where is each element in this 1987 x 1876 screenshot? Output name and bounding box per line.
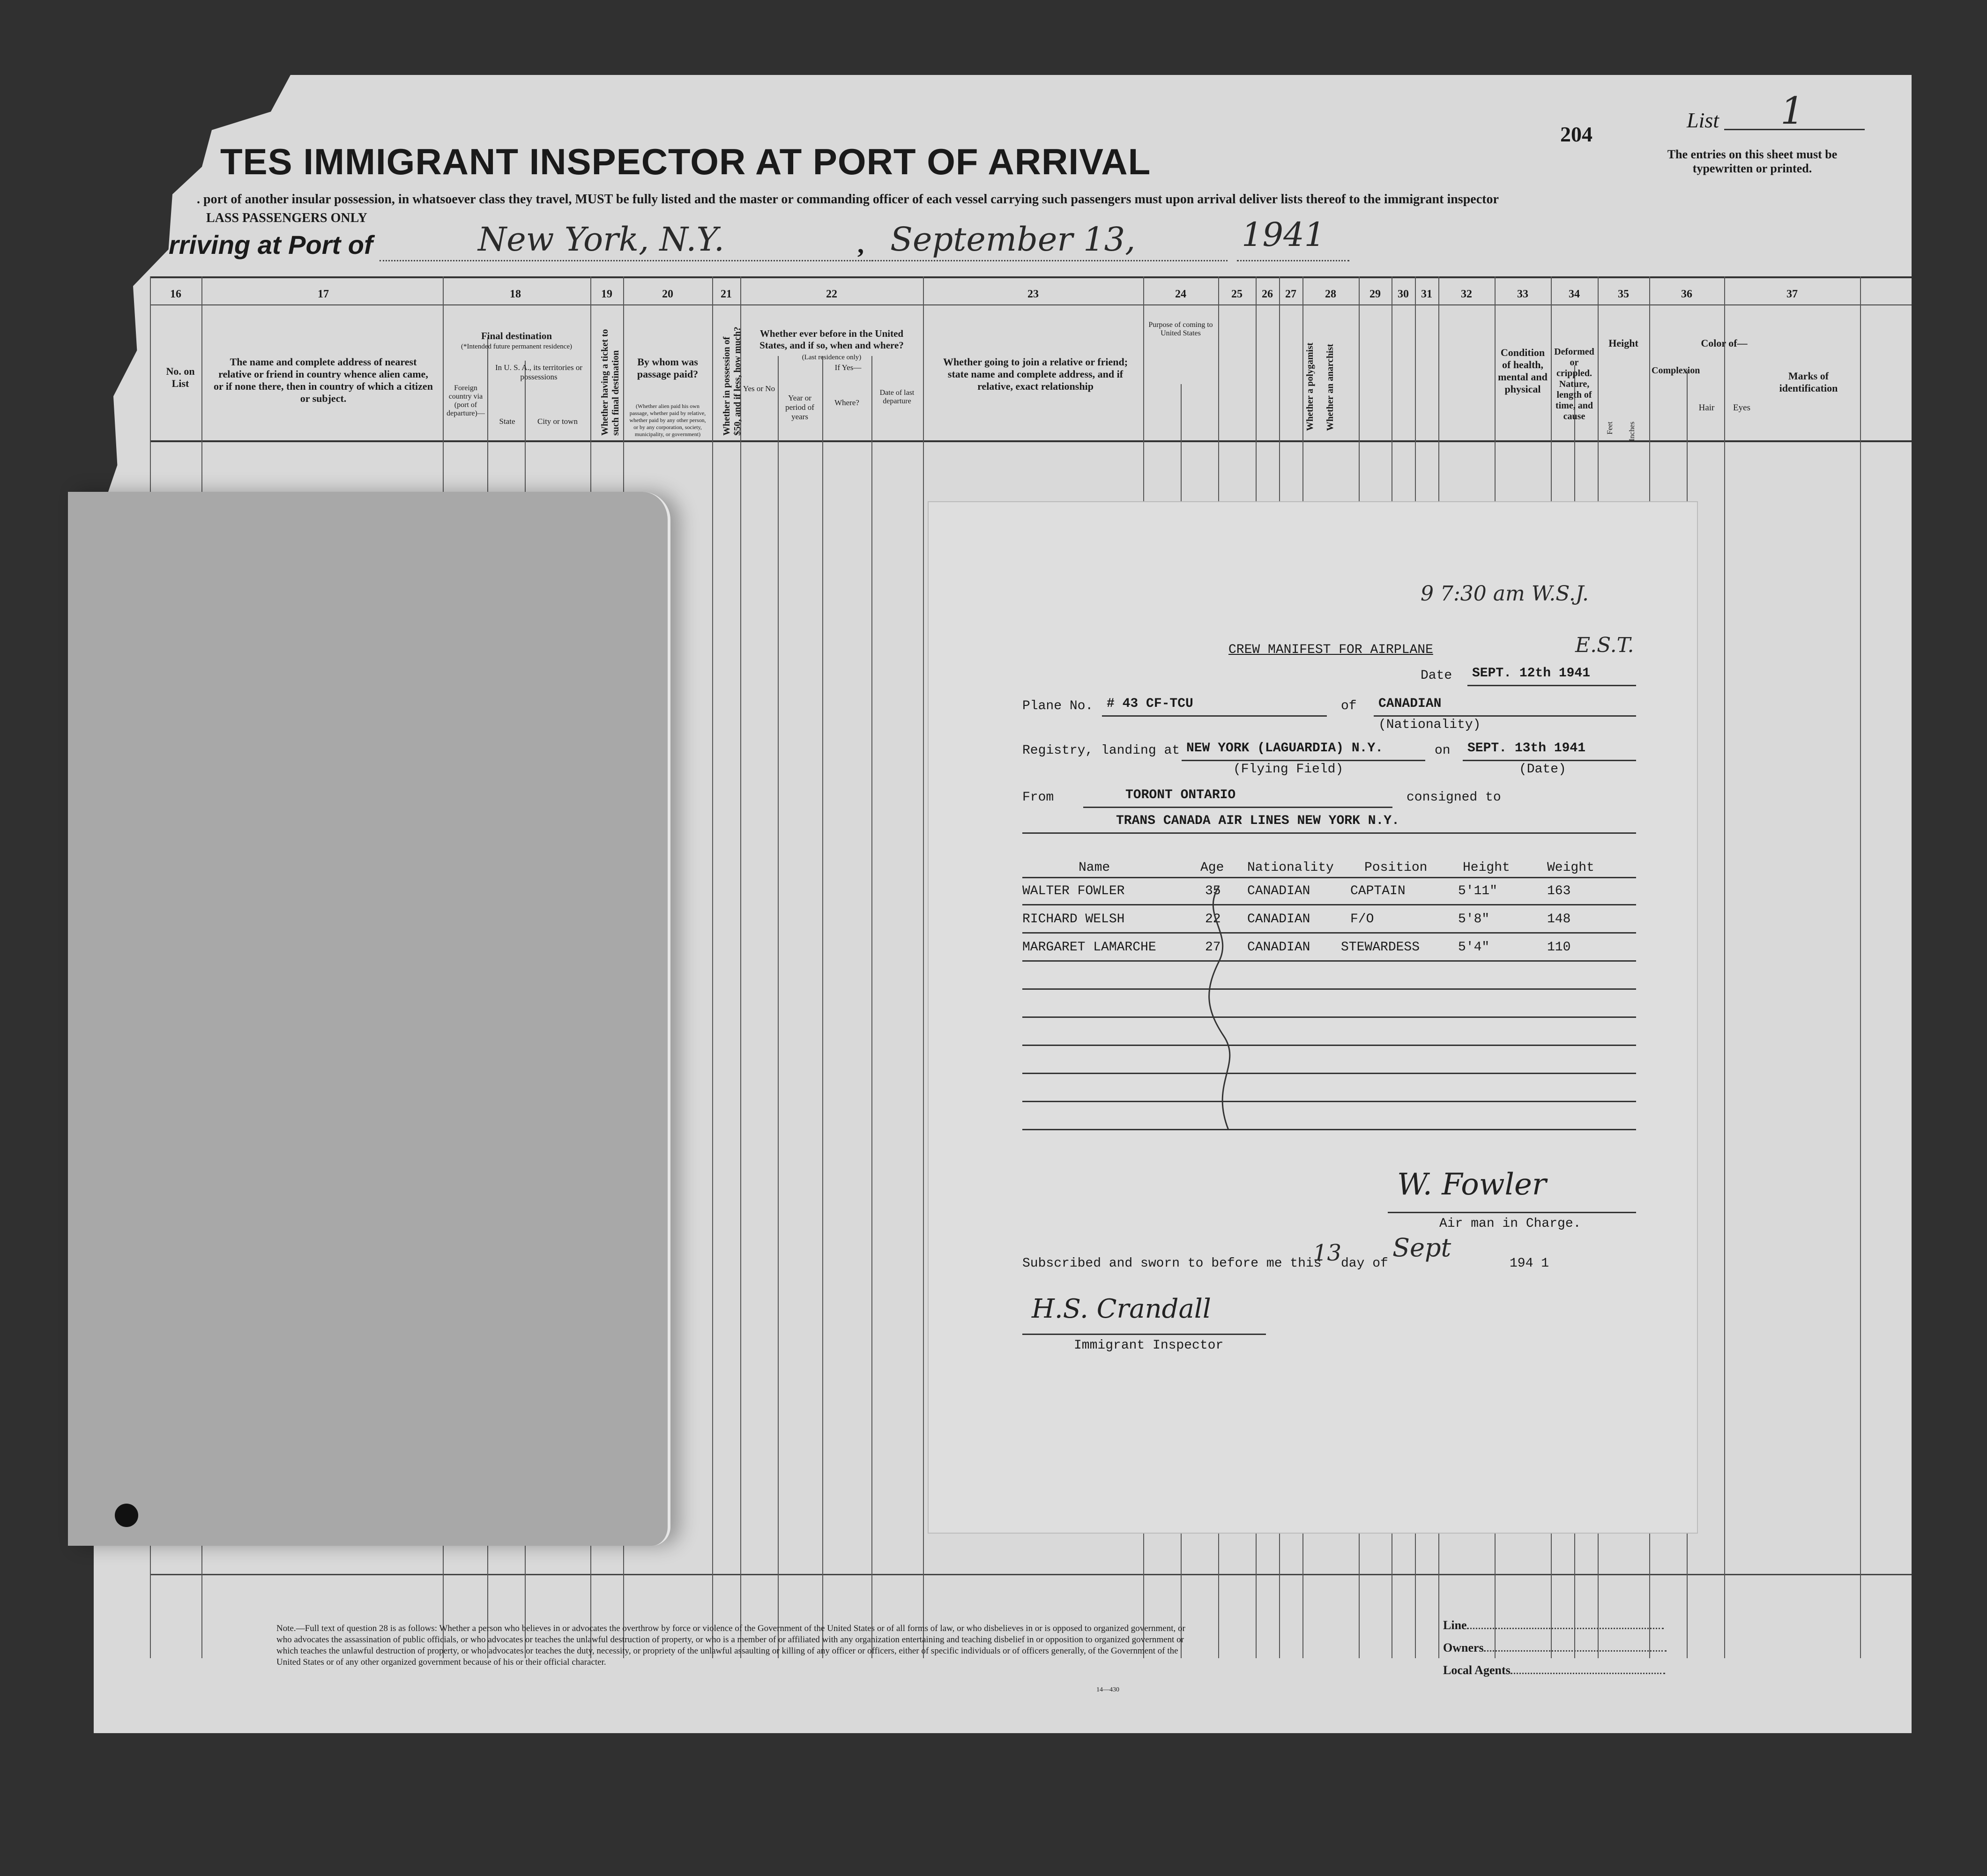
folded-paper-overlay bbox=[68, 492, 670, 1546]
header-bottom-rule bbox=[150, 440, 1912, 442]
punch-hole bbox=[115, 1504, 138, 1527]
crew-weight: 110 bbox=[1547, 940, 1571, 955]
sworn-month: Sept bbox=[1392, 1233, 1451, 1262]
footer-note: Note.—Full text of question 28 is as follows: Whether a person who believes in or advocates the overthrow by force or violence of the Government of the United States or of all forms of law, or who disbelieves in or is opposed to organized government, or who advocates the assassination of public officials, or who advocates or teaches the unlawful destruction of property, or who is a member of or affiliated with any organization entertaining and teaching disbelief in or opposition to organized government or which teaches the unlawful destruction of property, or who advocates or teaches the duty, necessity, or propriety of the unlawful assaulting or killing of any officer or officers, either of specific individuals or of officers generally, of the Government of the United States or of any other organized government because of his or their official character. bbox=[276, 1624, 1185, 1667]
list-value: 1 bbox=[1780, 89, 1804, 133]
col-num: 20 bbox=[662, 288, 673, 300]
col-sub-inches: Inches bbox=[1628, 422, 1636, 441]
arriving-label: rriving at Port of bbox=[169, 230, 373, 260]
crew-weight: 148 bbox=[1547, 912, 1571, 927]
crew-manifest-slip bbox=[928, 501, 1698, 1534]
col-num: 18 bbox=[510, 288, 521, 300]
table-rule bbox=[1022, 1101, 1636, 1102]
col-num: 35 bbox=[1618, 288, 1629, 300]
nationality-underline bbox=[1374, 715, 1636, 717]
consigned-underline bbox=[1022, 832, 1636, 834]
of-label: of bbox=[1341, 699, 1357, 713]
line-label: Line bbox=[1443, 1618, 1467, 1632]
vrule bbox=[740, 276, 741, 1658]
from-value: TORONT ONTARIO bbox=[1125, 788, 1236, 802]
date-underline bbox=[1467, 685, 1636, 686]
crew-nationality: CANADIAN bbox=[1247, 940, 1310, 955]
airman-signature: W. Fowler bbox=[1397, 1167, 1547, 1202]
col-header-health: Condition of health, mental and physical bbox=[1498, 347, 1548, 395]
date-line bbox=[871, 260, 1228, 261]
date-caption: (Date) bbox=[1519, 762, 1566, 777]
entries-note: The entries on this sheet must be typewritten or printed. bbox=[1667, 148, 1838, 175]
handwritten-est: E.S.T. bbox=[1575, 633, 1634, 657]
manifest-title: CREW MANIFEST FOR AIRPLANE bbox=[1228, 643, 1433, 657]
airman-label: Air man in Charge. bbox=[1439, 1216, 1581, 1231]
crew-nationality: CANADIAN bbox=[1247, 884, 1310, 898]
list-label: List bbox=[1687, 108, 1719, 132]
table-rule bbox=[1022, 904, 1636, 905]
col-num: 36 bbox=[1681, 288, 1692, 300]
col-sub-state: State bbox=[499, 417, 515, 426]
from-underline bbox=[1083, 807, 1392, 808]
crew-name: WALTER FOWLER bbox=[1022, 884, 1125, 898]
col-sub-where: Where? bbox=[834, 398, 859, 407]
scribble-line bbox=[1191, 877, 1247, 1139]
col-num: 28 bbox=[1325, 288, 1336, 300]
col-sub-feet: Feet bbox=[1606, 422, 1614, 435]
page-number: 204 bbox=[1560, 122, 1593, 146]
col-note-destination: (*Intended future permanent residence) bbox=[461, 343, 572, 350]
hdr-height: Height bbox=[1463, 860, 1510, 875]
crew-height: 5'8" bbox=[1458, 912, 1490, 927]
crew-age: 27 bbox=[1205, 940, 1221, 955]
col-sub-eyes: Eyes bbox=[1733, 403, 1750, 413]
col-note-passage: (Whether alien paid his own passage, whether paid by relative, whether paid by any other person, or by any corporation, society, municipality, or government) bbox=[629, 403, 706, 437]
col-sub-ifyes: If Yes— bbox=[834, 363, 862, 372]
col-num: 34 bbox=[1569, 288, 1580, 300]
registry-label: Registry, landing at bbox=[1022, 743, 1180, 758]
flying-field-caption: (Flying Field) bbox=[1233, 762, 1344, 777]
form-code-bottom: 14—430 bbox=[1096, 1686, 1119, 1693]
date-label: Date bbox=[1421, 668, 1452, 683]
col-sub-years: Year or period of years bbox=[785, 393, 814, 421]
col-header-anarchist: Whether an anarchist bbox=[1325, 344, 1335, 431]
table-top-rule bbox=[150, 276, 1912, 278]
table-rule bbox=[1022, 960, 1636, 962]
col-num: 27 bbox=[1285, 288, 1296, 300]
table-rule bbox=[1022, 877, 1636, 878]
crew-height: 5'11" bbox=[1458, 884, 1498, 898]
vrule bbox=[712, 276, 713, 1658]
col-num: 25 bbox=[1231, 288, 1243, 300]
day-of: day of bbox=[1341, 1256, 1388, 1271]
col-note-before: (Last residence only) bbox=[802, 354, 862, 361]
col-sub-yesno: Yes or No bbox=[743, 384, 775, 393]
col-num: 33 bbox=[1517, 288, 1528, 300]
vrule bbox=[1724, 276, 1725, 1658]
table-rule bbox=[1022, 1073, 1636, 1074]
col-num: 26 bbox=[1262, 288, 1273, 300]
inspector-signature-line bbox=[1022, 1334, 1266, 1335]
inspector-label: Immigrant Inspector bbox=[1074, 1338, 1224, 1353]
vrule bbox=[871, 356, 872, 1658]
handwritten-annotation: 9 7:30 am W.S.J. bbox=[1421, 582, 1589, 606]
crew-position: CAPTAIN bbox=[1350, 884, 1406, 898]
footer-labels bbox=[1443, 1618, 1667, 1677]
col-header-before: Whether ever before in the United States, and if so, when and where? bbox=[759, 328, 904, 351]
colnum-rule bbox=[150, 304, 1912, 305]
consigned-label: consigned to bbox=[1407, 790, 1501, 805]
crew-age: 22 bbox=[1205, 912, 1221, 927]
nationality-caption: (Nationality) bbox=[1378, 718, 1481, 732]
vrule bbox=[1860, 276, 1861, 1658]
crew-name: RICHARD WELSH bbox=[1022, 912, 1125, 927]
agents-label: Local Agents bbox=[1443, 1663, 1511, 1677]
crew-height: 5'4" bbox=[1458, 940, 1490, 955]
col-header-destination: Final destination bbox=[481, 330, 552, 341]
landing-value: NEW YORK (LAGUARDIA) N.Y. bbox=[1186, 741, 1384, 756]
col-num: 21 bbox=[721, 288, 732, 300]
hdr-weight: Weight bbox=[1547, 860, 1594, 875]
col-num: 24 bbox=[1175, 288, 1186, 300]
col-sub-city: City or town bbox=[537, 417, 578, 426]
col-num: 30 bbox=[1398, 288, 1409, 300]
crew-age: 35 bbox=[1205, 884, 1221, 898]
table-rule bbox=[1022, 1045, 1636, 1046]
hdr-nationality: Nationality bbox=[1247, 860, 1334, 875]
col-header-polygamist: Whether a polygamist bbox=[1305, 342, 1315, 431]
col-header-color: Color of— bbox=[1701, 337, 1748, 349]
col-num: 31 bbox=[1421, 288, 1432, 300]
col-num: 29 bbox=[1369, 288, 1381, 300]
vrule bbox=[778, 356, 779, 1658]
table-bottom-rule bbox=[150, 1574, 1912, 1575]
consigned-value: TRANS CANADA AIR LINES NEW YORK N.Y. bbox=[1116, 814, 1399, 828]
col-header-money: Whether in possession of $50, and if less, how much? bbox=[722, 326, 743, 436]
col-header-height: Height bbox=[1608, 337, 1638, 349]
form-subtitle: . port of another insular possession, in whatsoever class they travel, MUST be fully listed and the master or commanding officer of each vessel carrying such passengers must upon arrival deliver lists thereof to the immigrant inspector bbox=[197, 192, 1499, 207]
col-header-list-no: No. on List bbox=[166, 365, 195, 389]
from-label: From bbox=[1022, 790, 1054, 805]
landing-underline bbox=[1182, 760, 1425, 761]
sworn-day: 13 bbox=[1313, 1240, 1342, 1266]
col-header-purpose: Purpose of coming to United States bbox=[1148, 321, 1213, 337]
port-value: New York, N.Y. bbox=[478, 220, 724, 259]
col-header-passage: By whom was passage paid? bbox=[637, 356, 699, 380]
year-line bbox=[1237, 260, 1349, 261]
col-header-relative: The name and complete address of nearest relative or friend in country whence alien came, or if none there, then in country of which a citizen or subject. bbox=[214, 356, 433, 404]
hdr-position: Position bbox=[1364, 860, 1428, 875]
col-num: 23 bbox=[1027, 288, 1039, 300]
hdr-age: Age bbox=[1200, 860, 1224, 875]
plane-label: Plane No. bbox=[1022, 699, 1094, 713]
vrule bbox=[822, 356, 823, 1658]
crew-position: F/O bbox=[1350, 912, 1374, 927]
form-title: TES IMMIGRANT INSPECTOR AT PORT OF ARRIVAL bbox=[220, 141, 1151, 182]
table-rule bbox=[1022, 1016, 1636, 1018]
col-header-complexion: Complexion bbox=[1652, 365, 1700, 376]
sworn-year: 194 1 bbox=[1510, 1256, 1549, 1271]
col-header-deformed: Deformed or crippled. Nature, length of time, and cause bbox=[1554, 347, 1594, 422]
col-sub-hair: Hair bbox=[1698, 403, 1715, 413]
date-value: SEPT. 12th 1941 bbox=[1472, 666, 1591, 681]
comma: , bbox=[857, 230, 864, 259]
form-subtitle-class: LASS PASSENGERS ONLY bbox=[206, 211, 367, 225]
crew-name: MARGARET LAMARCHE bbox=[1022, 940, 1156, 955]
col-num: 17 bbox=[318, 288, 329, 300]
owners-label: Owners bbox=[1443, 1641, 1484, 1654]
landing-date-underline bbox=[1463, 760, 1636, 761]
crew-nationality: CANADIAN bbox=[1247, 912, 1310, 927]
landing-date: SEPT. 13th 1941 bbox=[1467, 741, 1586, 756]
col-sub-departure: Date of last departure bbox=[879, 389, 915, 405]
col-num: 32 bbox=[1461, 288, 1472, 300]
crew-weight: 163 bbox=[1547, 884, 1571, 898]
date-value: September 13, bbox=[890, 220, 1136, 259]
col-num: 16 bbox=[170, 288, 181, 300]
hdr-name: Name bbox=[1079, 860, 1110, 875]
col-num: 19 bbox=[601, 288, 612, 300]
table-rule bbox=[1022, 932, 1636, 934]
col-sub-usa: In U. S. A., its territories or possessions bbox=[495, 363, 583, 381]
vrule bbox=[923, 276, 924, 1658]
on-label: on bbox=[1435, 743, 1451, 758]
col-num: 22 bbox=[826, 288, 837, 300]
plane-underline bbox=[1102, 715, 1327, 717]
col-header-marks: Marks of identification bbox=[1779, 370, 1838, 394]
table-rule bbox=[1022, 1129, 1636, 1130]
col-sub-foreign: Foreign country via (port of departure)— bbox=[447, 384, 485, 417]
table-rule bbox=[1022, 988, 1636, 990]
airman-signature-line bbox=[1388, 1212, 1636, 1213]
nationality-value: CANADIAN bbox=[1378, 697, 1442, 711]
col-header-join: Whether going to join a relative or friend; state name and complete address, and if relative, exact relationship bbox=[943, 356, 1128, 392]
inspector-signature: H.S. Crandall bbox=[1032, 1294, 1211, 1324]
col-header-ticket: Whether having a ticket to such final destination bbox=[600, 329, 621, 436]
sworn-text: Subscribed and sworn to before me this bbox=[1022, 1256, 1322, 1271]
col-num: 37 bbox=[1786, 288, 1798, 300]
crew-position: STEWARDESS bbox=[1341, 940, 1420, 955]
plane-value: # 43 CF-TCU bbox=[1107, 697, 1193, 711]
year-value: 1941 bbox=[1242, 215, 1325, 254]
